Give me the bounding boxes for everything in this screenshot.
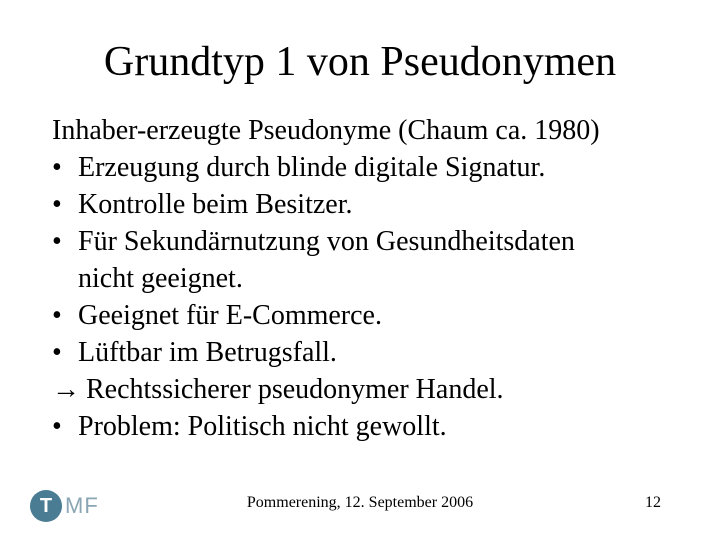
bullet-marker: • <box>52 300 62 331</box>
footer-author-date: Pommerening, 12. September 2006 <box>246 494 474 511</box>
conclusion-text: Rechtssicherer pseudonymer Handel. <box>86 374 504 405</box>
conclusion-line <box>52 371 712 408</box>
bullet-item <box>52 297 712 334</box>
bullet-text: Für Sekundärnutzung von Gesundheitsdaten <box>78 226 575 257</box>
page-number: 12 <box>645 494 661 511</box>
arrow-right-icon: → <box>52 374 80 405</box>
bullet-item <box>52 223 712 260</box>
bullet-marker: • <box>52 411 62 442</box>
bullet-item <box>52 149 712 186</box>
bullet-item <box>52 334 712 371</box>
bullet-marker: • <box>52 337 62 368</box>
slide-title: Grundtyp 1 von Pseudonymen <box>103 39 617 85</box>
bullet-text: Kontrolle beim Besitzer. <box>78 189 353 220</box>
bullet-marker: • <box>52 152 62 183</box>
bullet-item <box>52 186 712 223</box>
bullet-marker: • <box>52 189 62 220</box>
bullet-text: Geeignet für E-Commerce. <box>78 300 382 331</box>
bullet-item <box>52 408 712 445</box>
bullet-continuation: nicht geeignet. <box>78 263 243 294</box>
bullet-text: Problem: Politisch nicht gewollt. <box>78 411 447 442</box>
logo-text: MF <box>65 493 99 518</box>
bullet-text: Lüftbar im Betrugsfall. <box>78 337 337 368</box>
slide-body <box>52 112 712 445</box>
logo-circle: T <box>30 490 62 522</box>
bullet-marker: • <box>52 226 62 257</box>
bullet-text: Erzeugung durch blinde digitale Signatur. <box>78 152 546 183</box>
intro-line: Inhaber-erzeugte Pseudonyme (Chaum ca. 1980) <box>52 115 600 146</box>
